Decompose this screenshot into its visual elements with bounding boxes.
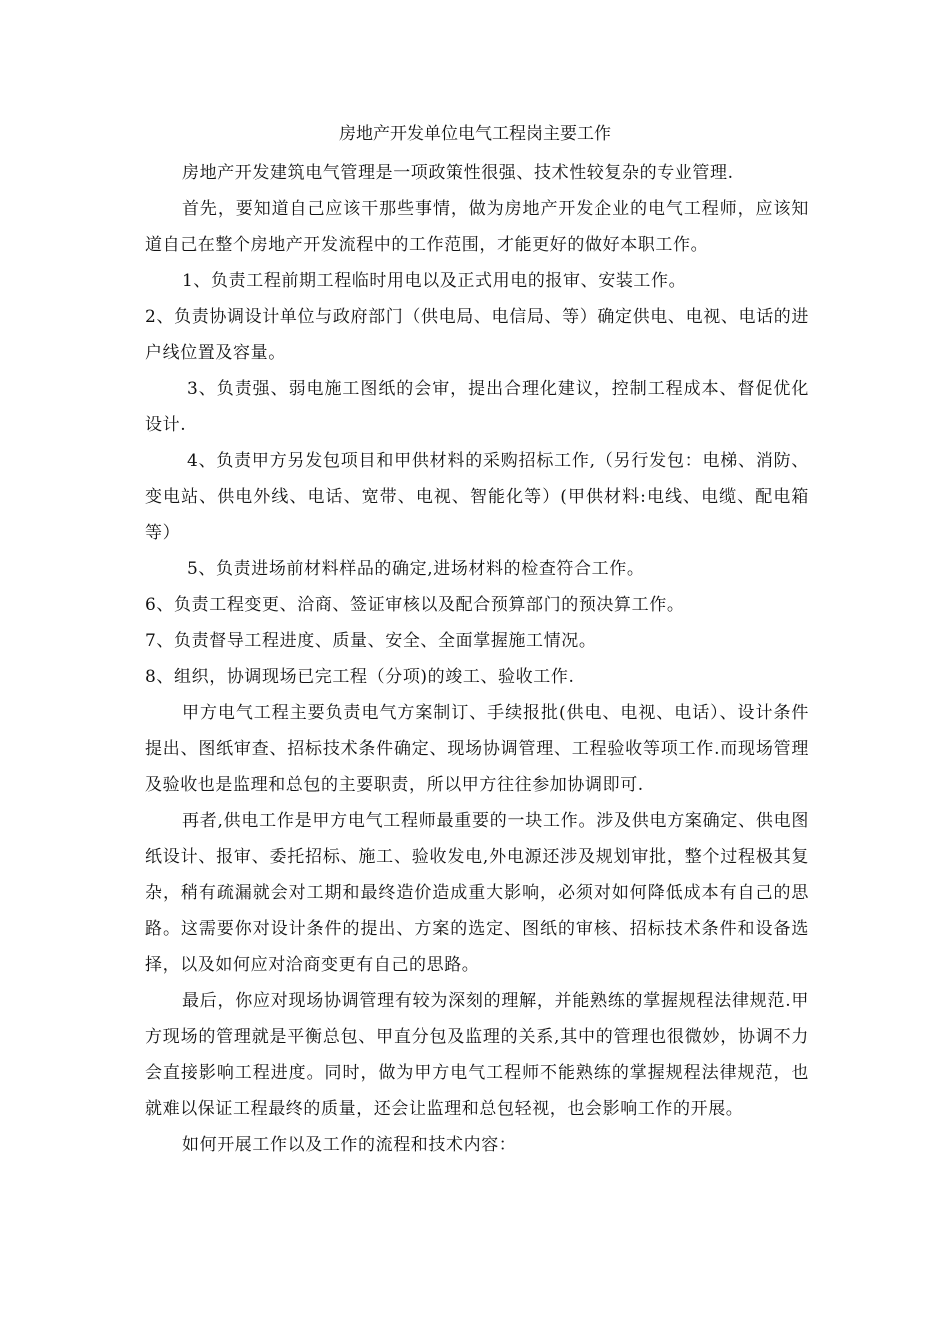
duty-item-2: 2、负责协调设计单位与政府部门（供电局、电信局、等）确定供电、电视、电话的进户线位置及容量。 [145, 307, 809, 363]
power-supply-paragraph: 再者,供电工作是甲方电气工程师最重要的一块工作。涉及供电方案确定、供电图纸设计、报审、委托招标、施工、验收发电,外电源还涉及规划审批，整个过程极其复杂，稍有疏漏就会对工期和最终造价造成重大影响，必须对如何降低成本有自己的思路。这需要你对设计条件的提出、方案的选定、图纸的审核、招标技术条件和设备选择，以及如何应对洽商变更有自己的思路。 [145, 811, 809, 975]
site-management-paragraph: 最后，你应对现场协调管理有较为深刻的理解，并能熟练的掌握规程法律规范.甲方现场的管理就是平衡总包、甲直分包及监理的关系,其中的管理也很微妙，协调不力会直接影响工程进度。同时，做为甲方电气工程师不能熟练的掌握规程法律规范，也就难以保证工程最终的质量，还会让监理和总包轻视，也会影响工作的开展。 [145, 991, 809, 1119]
workflow-heading-paragraph: 如何开展工作以及工作的流程和技术内容： [182, 1135, 517, 1155]
duty-item-7: 7、负责督导工程进度、质量、安全、全面掌握施工情况。 [145, 631, 597, 651]
duty-item-3: 3、负责强、弱电施工图纸的会审，提出合理化建议，控制工程成本、督促优化设计. [145, 379, 809, 435]
document-title: 房地产开发单位电气工程岗主要工作 [339, 124, 611, 144]
intro-paragraph: 房地产开发建筑电气管理是一项政策性很强、技术性较复杂的专业管理. [182, 163, 734, 183]
duty-item-1: 1、负责工程前期工程临时用电以及正式用电的报审、安装工作。 [182, 271, 687, 291]
duty-item-8: 8、组织，协调现场已完工程（分项)的竣工、验收工作. [145, 667, 575, 687]
owner-duties-paragraph: 甲方电气工程主要负责电气方案制订、手续报批(供电、电视、电话）、设计条件提出、图纸审查、招标技术条件确定、现场协调管理、工程验收等项工作.而现场管理及验收也是监理和总包的主要职责，所以甲方往往参加协调即可. [145, 703, 809, 795]
duty-item-5: 5、负责进场前材料样品的确定,进场材料的检查符合工作。 [187, 559, 645, 579]
document-body [145, 155, 809, 1163]
duty-item-6: 6、负责工程变更、洽商、签证审核以及配合预算部门的预决算工作。 [145, 595, 685, 615]
duty-item-4: 4、负责甲方另发包项目和甲供材料的采购招标工作,（另行发包：电梯、消防、变电站、供电外线、电话、宽带、电视、智能化等）(甲供材料:电线、电缆、配电箱等） [145, 451, 809, 543]
first-paragraph: 首先，要知道自己应该干那些事情，做为房地产开发企业的电气工程师，应该知道自己在整个房地产开发流程中的工作范围，才能更好的做好本职工作。 [145, 199, 809, 255]
